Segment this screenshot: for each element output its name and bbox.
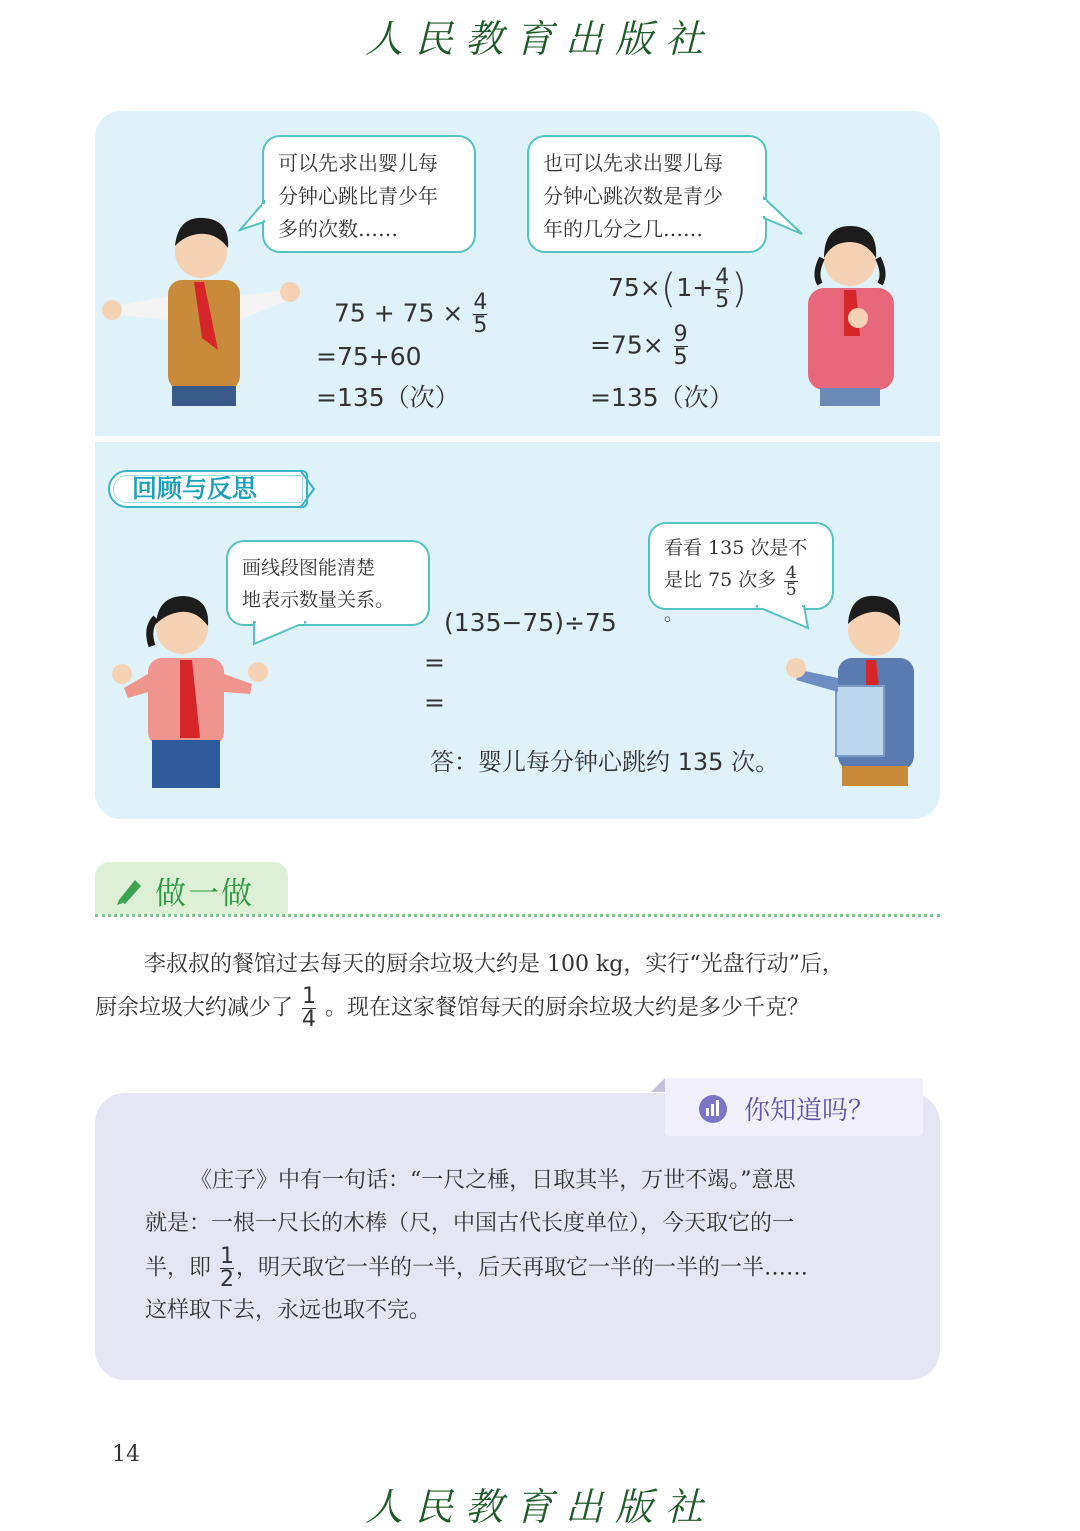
left-calc-line2: =75+60 [316,342,422,371]
review-calc-line2: = [424,648,445,677]
page-number: 14 [112,1442,140,1467]
info-chart-icon [698,1094,728,1124]
left-calc-line3: =135（次） [316,383,460,412]
doit-line1: 李叔叔的餐馆过去每天的厨余垃圾大约是 100 kg，实行“光盘行动”后， [144,952,844,977]
fraction: $\frac{4}{5}$ [785,562,797,600]
publisher-footer: 人民教育出版社 [364,1485,715,1529]
review-tag: 回顾与反思 [108,470,308,508]
right-calc-line2: =75× $\frac{9}{5}$ [590,322,688,370]
bubble-tail [762,196,804,236]
fraction: $\frac{1}{2}$ [220,1244,235,1292]
right-calc-line3: =135（次） [590,383,734,412]
girl-illustration [800,218,900,408]
speech-bubble-girl: 也可以先求出婴儿每 分钟心跳次数是青少 年的几分之几…… [527,135,767,253]
review-calc-line1: (135−75)÷75 [444,608,617,637]
pencil-icon [113,874,145,906]
left-calc-line1: 75 + 75 × $\frac{4}{5}$ [334,290,488,338]
tag-arrow [296,468,318,510]
boy-review-illustration [786,588,918,793]
speech-bubble-boy: 可以先求出婴儿每 分钟心跳比青少年 多的次数…… [262,135,476,253]
answer-text: 答：婴儿每分钟心跳约 135 次。 [430,748,780,776]
know-line1: 《庄子》中有一句话：“一尺之棰，日取其半，万世不竭。”意思 [190,1168,796,1193]
fraction: $\frac{1}{4}$ [302,984,317,1032]
did-you-know-title: 你知道吗？ [744,1096,875,1126]
girl-review-illustration [110,588,270,793]
fraction: $\frac{4}{5}$ [473,290,488,338]
doit-title: 做一做 [155,876,254,912]
doit-header [95,862,288,914]
publisher-header: 人民教育出版社 [364,17,715,61]
fraction: $\frac{4}{5}$ [715,264,730,313]
tab-notch [651,1078,665,1092]
know-line4: 这样取下去，永远也取不完。 [145,1298,432,1323]
speech-bubble-boy-review: 看看 135 次是不 是比 75 次多 $\frac{4}{5}$ 。 [648,522,834,610]
review-calc-line3: = [424,688,445,717]
fraction: $\frac{9}{5}$ [673,322,688,370]
know-line3: 半，即 $\frac{1}{2}$ ，明天取它一半的一半，后天再取它一半的一半的一半…… [145,1244,809,1292]
doit-line2: 厨余垃圾大约减少了 $\frac{1}{4}$ 。现在这家餐馆每天的厨余垃圾大约是多少千克？ [95,984,810,1032]
know-line2: 就是：一根一尺长的木棒（尺，中国古代长度单位），今天取它的一 [145,1211,795,1236]
section-divider [95,914,940,917]
right-calc-line1: 75×(1+ $\frac{4}{5}$ ) [608,264,747,313]
boy-illustration [98,210,303,408]
speech-bubble-girl-review: 画线段图能清楚 地表示数量关系。 [226,540,430,626]
